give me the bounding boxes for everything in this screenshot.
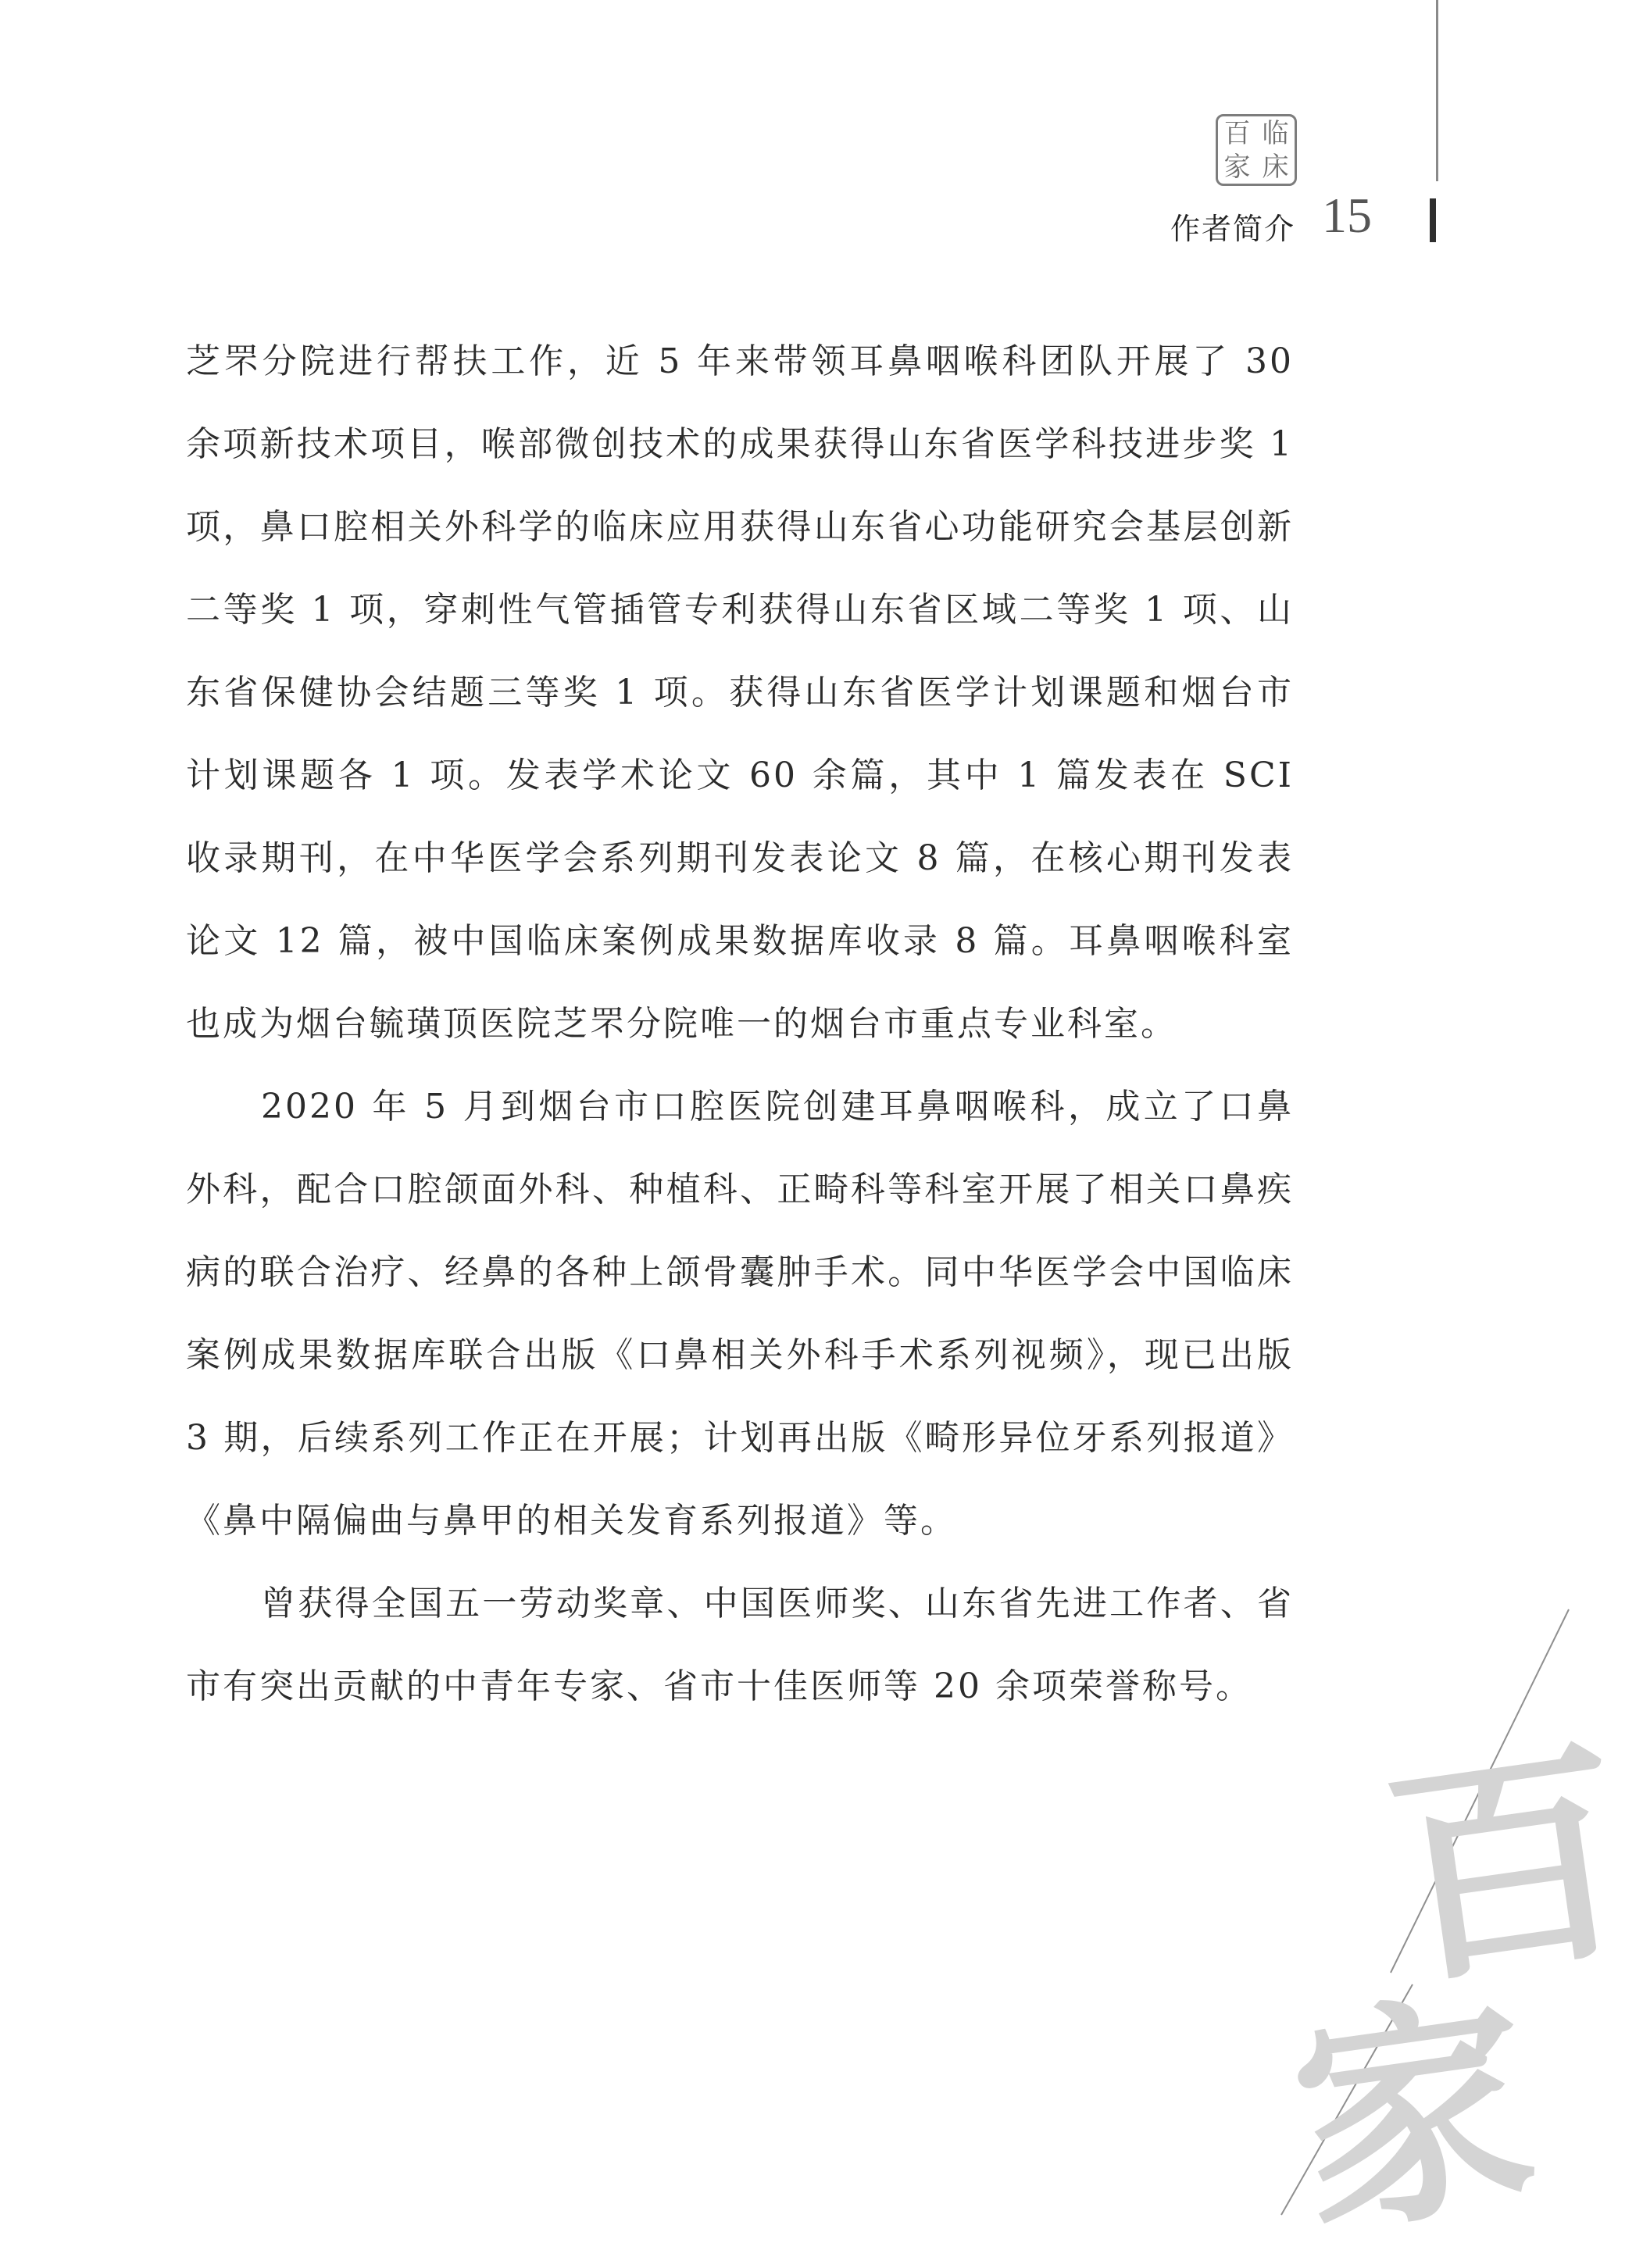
logo-char: 床: [1262, 151, 1289, 183]
running-header-title: 作者简介: [1170, 212, 1296, 246]
watermark-char: 百: [1373, 1715, 1643, 2019]
logo-char: 家: [1223, 151, 1251, 183]
paragraph-continued: 芝罘分院进行帮扶工作，近 5 年来带领耳鼻咽喉科团队开展了 30 余项新技术项目，喉部微创技术的成果获得山东省医学科技进步奖 1 项，鼻口腔相关外科学的临床应用获得山东省心功能研究会基层创新二等奖 1 项，穿刺性气管插管专利获得山东省区域二等奖 1 项、山东省保健协会结题三等奖 1 项。获得山东省医学计划课题和烟台市计划课题各 1 项。发表学术论文 60 余篇，其中 1 篇发表在 SCI 收录期刊，在中华医学会系列期刊发表论文 8 篇，在核心期刊发表论文 12 篇，被中国临床案例成果数据库收录 8 篇。耳鼻咽喉科室也成为烟台毓璜顶医院芝罘分院唯一的烟台市重点专业科室。: [186, 341, 1294, 1044]
watermark-char: 家: [1279, 1965, 1549, 2268]
page-number: 15: [1322, 188, 1372, 243]
logo-char: 临: [1262, 117, 1289, 149]
paragraph: 2020 年 5 月到烟台市口腔医院创建耳鼻咽喉科，成立了口鼻外科，配合口腔颌面外科、种植科、正畸科等科室开展了相关口鼻疾病的联合治疗、经鼻的各种上颌骨囊肿手术。同中华医学会中国临床案例成果数据库联合出版《口鼻相关外科手术系列视频》，现已出版 3 期，后续系列工作正在开展；计划再出版《畸形异位牙系列报道》《鼻中隔偏曲与鼻甲的相关发育系列报道》等。: [186, 1087, 1294, 1541]
paragraph: 曾获得全国五一劳动奖章、中国医师奖、山东省先进工作者、省市有突出贡献的中青年专家、省市十佳医师等 20 余项荣誉称号。: [186, 1584, 1294, 1706]
logo-char: 百: [1223, 117, 1251, 149]
